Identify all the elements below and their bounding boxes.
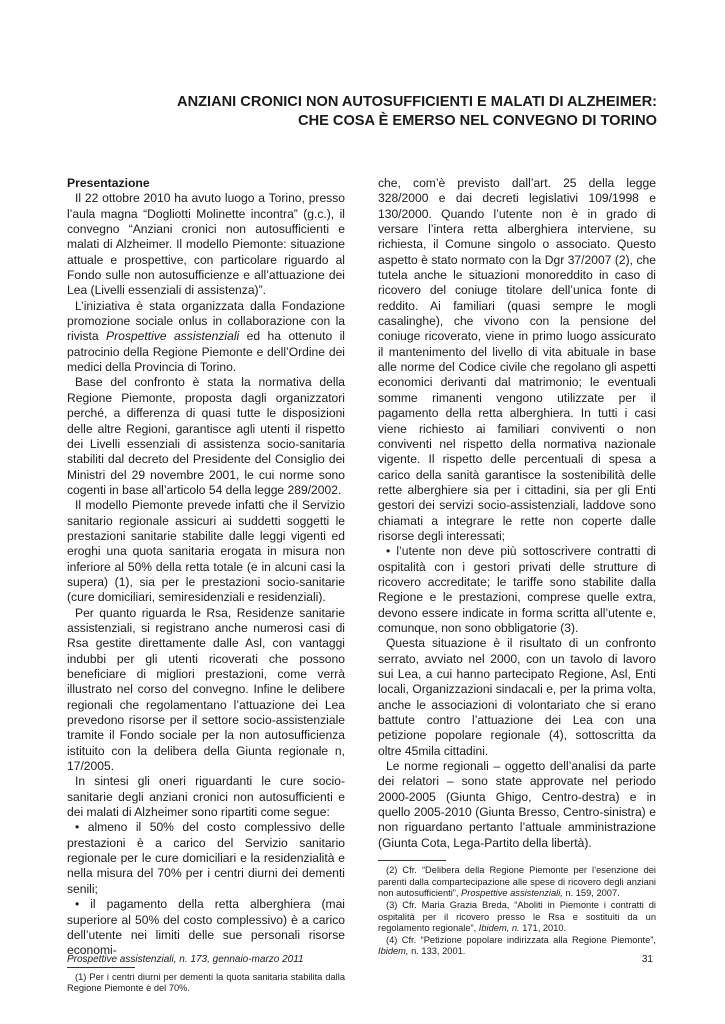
paragraph: In sintesi gli oneri riguardanti le cure socio-sanitarie degli anziani cronici non autosufficienti e dei malati di Alzheimer sono ripartiti come segue: <box>67 774 345 820</box>
footnote-2 <box>378 865 656 900</box>
paragraph: Per quanto riguarda le Rsa, Residenze sanitarie assistenziali, si registrano anche numerosi casi di Rsa gestite direttamente dalle Asl, con vantaggi indubbi per gli utenti ricoverati che possono beneficiare di migliori prestazioni, come verrà illustrato nel corso del convegno. Infine le delibere regionali che regolamentano l’attuazione dei Lea prevedono risorse per il settore socio-assistenziale tramite il Fondo sociale per la non autosufficienza istituito con la delibera della Giunta regionale n, 17/2005. <box>67 605 345 774</box>
running-footer: Prospettive assistenziali, n. 173, gennaio-marzo 2011 <box>67 954 304 965</box>
footnote-1: (1) Per i centri diurni per dementi la quota sanitaria stabilita dalla Regione Piemonte è del 70%. <box>67 971 345 994</box>
bullet-item: • almeno il 50% del costo complessivo delle prestazioni è a carico del Servizio sanitario regionale per le cure domiciliari e la residenzialità e nella misura del 70% per i centri diurni dei dementi senili; <box>67 820 345 896</box>
paragraph-text: L’iniziativa è stata organizzata dalla Fondazione promozione sociale onlus in collaborazione con la rivista <box>67 298 345 344</box>
footnote-text: (2) Cfr. “Delibera della Regione Piemonte per l’esenzione dei parenti dalla compartecipazione alle spese di ricovero degli anziani non autosufficienti”, <box>378 865 656 899</box>
left-column <box>67 176 345 995</box>
ibidem-ref: Ibidem, <box>378 946 409 957</box>
journal-name: Prospettive assistenziali <box>106 329 240 344</box>
footnote-text: (3) Cfr. Maria Grazia Breda, “Aboliti in Piemonte i contratti di ospitalità per il ricovero presso le Rsa e sostituiti da un regolamento regionale”, <box>378 899 656 934</box>
section-heading: Presentazione <box>67 176 150 190</box>
footnote-separator <box>67 967 135 968</box>
paragraph: che, com’è previsto dall’art. 25 della legge 328/2000 e dai decreti legislativi 109/1998 e 130/2000. Quando l’utente non è in grado di versare l’intera retta alberghiera interviene, su richiesta, il Comune singolo o associato. Questo aspetto è stato normato con la Dgr 37/2007 (2), che tutela anche le situazioni monoreddito in caso di ricovero del coniuge titolare dell’unica fonte di reddito. Ai familiari (quasi sempre le mogli casalinghe), che vivono con la pensione del coniuge ricoverato, viene in primo luogo assicurato il mantenimento del livello di vita abituale in base alle norme del Codice civile che regolano gli aspetti economici derivanti dal matrimonio; le eventuali somme rimanenti vengono utilizzate per il pagamento della retta alberghiera. In tutti i casi viene richiesto ai familiari conviventi o non conviventi nel rispetto della normativa nazionale vigente. Il rispetto delle percentuali di spesa a carico della sanità garantisce la sostenibilità delle rette alberghiere sia per i cittadini, sia per gli Enti gestori dei servizi socio-assistenziali, laddove sono chiamati a integrare le rette non coperte dalle risorse degli interessati; <box>378 176 656 543</box>
journal-name: Prospettive assistenziali, <box>461 888 563 899</box>
paragraph: Il modello Piemonte prevede infatti che il Servizio sanitario regionale assicuri ai suddetti soggetti le prestazioni sanitarie stabilite dalle leggi vigenti ed eroghi una quota sanitaria erogata in misura non inferiore al 50% della retta totale (e in alcuni casi la supera) (1), sia per le prestazioni socio-sanitarie (cure domiciliari, semiresidenziali e residenziali). <box>67 498 345 605</box>
paragraph <box>67 299 345 376</box>
footnote-3 <box>378 900 656 935</box>
paragraph: Il 22 ottobre 2010 ha avuto luogo a Torino, presso l’aula magna “Dogliotti Molinette incontra” (g.c.), il convegno “Anziani cronici non autosufficienti e malati di Alzheimer. Il modello Piemonte: situazione attuale e prospettive, con particolare riguardo al Fondo sulle non autosufficienze e all’attuazione dei Lea (Livelli essenziali di assistenza)”. <box>67 191 345 298</box>
footnote-text: n. 133, 2001. <box>408 946 466 957</box>
paragraph: Base del confronto è stata la normativa della Regione Piemonte, proposta dagli organizzatori perché, a differenza di quasi tutte le disposizioni delle altre Regioni, garantisce agli utenti il rispetto dei Livelli essenziali di assistenza socio-sanitaria stabiliti dal decreto del Presidente del Consiglio dei Ministri del 29 novembre 2001, le cui norme sono cogenti in base all’articolo 54 della legge 289/2002. <box>67 375 345 497</box>
article-title-line-1: ANZIANI CRONICI NON AUTOSUFFICIENTI E MALATI DI ALZHEIMER: <box>177 94 657 110</box>
footnote-text: 171, 2010. <box>519 923 567 934</box>
bullet-item: • il pagamento della retta alberghiera (mai superiore al 50% del costo complessivo) è a carico dell’utente nei limiti delle sue personali risorse economi- <box>67 897 345 958</box>
page-number: 31 <box>641 954 653 965</box>
ibidem-ref: Ibidem, n. <box>478 923 520 934</box>
article-title <box>57 93 657 131</box>
footnote-4 <box>378 935 656 958</box>
bullet-item: • l’utente non deve più sottoscrivere contratti di ospitalità con i gestori privati delle strutture di ricovero accreditate; le tariffe sono stabilite dalla Regione e le prestazioni, comprese quelle extra, devono essere indicate in forma scritta all’utente e, comunque, non sono obbligatorie (3). <box>378 544 656 635</box>
right-column <box>378 176 656 958</box>
footnote-separator <box>378 860 446 861</box>
paragraph: Questa situazione è il risultato di un confronto serrato, avviato nel 2000, con un tavolo di lavoro sui Lea, a cui hanno partecipato Regione, Asl, Enti locali, Organizzazioni sindacali e, per la prima volta, anche le associazioni di volontariato che si erano battute contro l’attuazione dei Lea con una petizione popolare regionale (4), sottoscritta da oltre 45mila cittadini. <box>378 636 656 758</box>
footnote-text: (4) Cfr. “Petizione popolare indirizzata alla Regione Piemonte”, <box>386 934 656 945</box>
article-title-line-2: CHE COSA È EMERSO NEL CONVEGNO DI TORINO <box>298 113 657 129</box>
paragraph-text: ed ha ottenuto il patrocinio della Regione Piemonte e dell’Ordine dei medici della Provincia di Torino. <box>67 329 345 375</box>
footnote-text: n. 159, 2007. <box>562 888 620 899</box>
paragraph: Le norme regionali – oggetto dell’analisi da parte dei relatori – sono state approvate nel periodo 2000-2005 (Giunta Ghigo, Centro-destra) e in quello 2005-2010 (Giunta Bresso, Centro-sinistra) e non riguardano pertanto l’attuale amministrazione (Giunta Cota, Lega-Partito della libertà). <box>378 759 656 850</box>
